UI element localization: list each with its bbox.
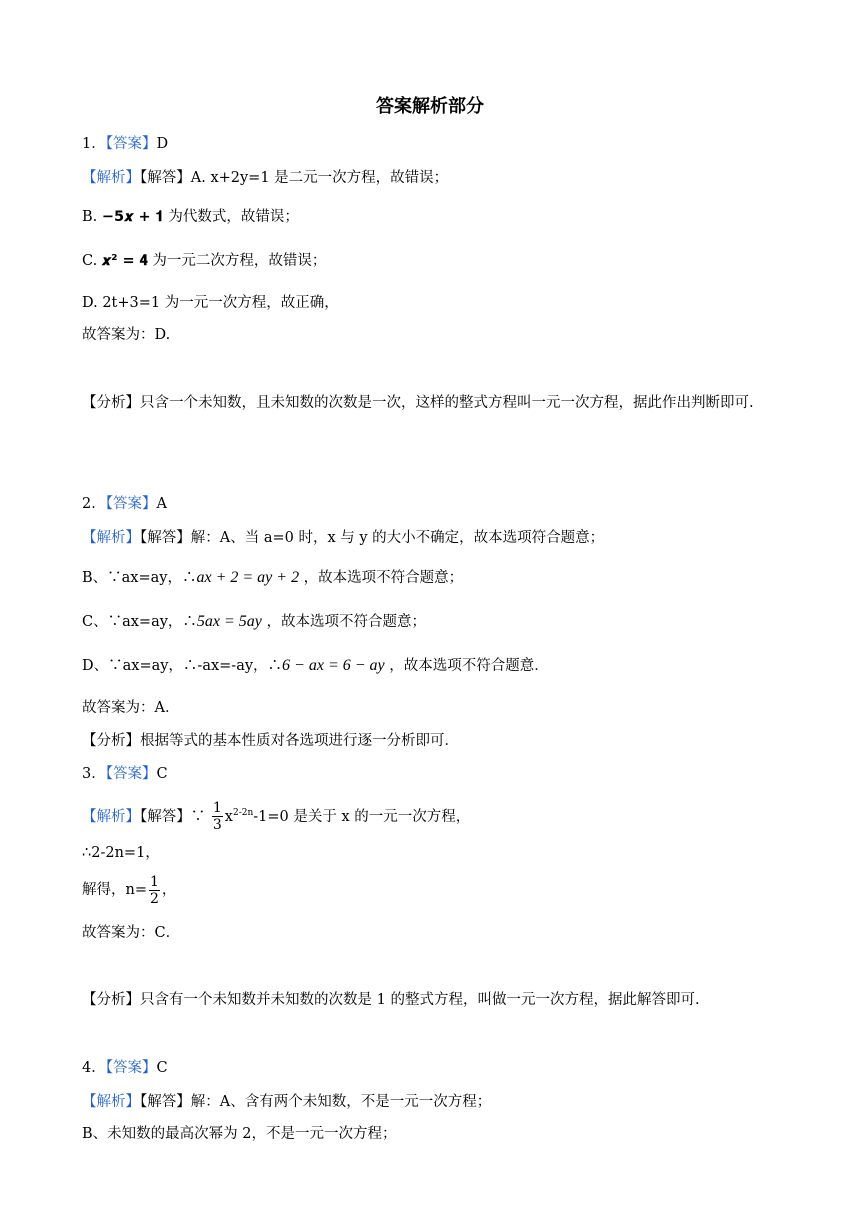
- analysis-tag: 【解析】: [82, 808, 140, 825]
- q2-option-a: [82, 528, 604, 548]
- q3-solution: [82, 796, 470, 834]
- q2-option-a-text: 解：A、当 a=0 时，x 与 y 的大小不确定，故本选项符合题意；: [190, 530, 605, 546]
- q2-option-c-math: 5ax = 5ay: [196, 613, 262, 630]
- q2-number: 2．: [82, 496, 106, 512]
- page-title: 答案解析部分: [376, 96, 484, 117]
- q3-step2: [82, 872, 176, 908]
- q1-option-a-text: A. x+2y=1 是二元一次方程，故错误；: [190, 170, 449, 186]
- q3-analysis-text: 只含有一个未知数并未知数的次数是 1 的整式方程，叫做一元一次方程，据此解答即可.: [140, 992, 700, 1008]
- fraction-one-half: [149, 874, 160, 907]
- q4-answer-line: [82, 1058, 168, 1078]
- answer-tag: 【答案】: [105, 1060, 157, 1076]
- q2-option-d-suffix: ，故本选项不符合题意．: [384, 658, 549, 674]
- analysis-tag: 【解析】: [82, 530, 140, 546]
- solution-tag: 【解答】: [140, 1094, 191, 1110]
- q1-option-d: D. 2t+3=1 为一元一次方程，故正确，: [82, 295, 339, 311]
- analysis-tag: 【解析】: [82, 1094, 140, 1110]
- answer-tag: 【答案】: [105, 496, 157, 512]
- q2-option-c-prefix: C、∵ax=ay，∴: [82, 614, 197, 630]
- q2-option-b: [82, 568, 463, 588]
- q1-option-b: [82, 207, 299, 227]
- fenxi-tag: 【分析】: [82, 733, 140, 749]
- q2-option-b-suffix: ，故本选项不符合题意；: [299, 570, 464, 586]
- q2-option-b-math: ax + 2 = ay + 2: [196, 569, 300, 586]
- q3-answer-line: [82, 764, 168, 784]
- q3-step1: ∴2-2n=1，: [82, 845, 160, 861]
- q1-analysis-text: 只含一个未知数，且未知数的次数是一次，这样的整式方程叫一元一次方程，据此作出判断即可.: [140, 395, 754, 411]
- solution-tag: 【解答】: [140, 170, 191, 186]
- q1-option-b-math: −5𝒙 + 𝟏: [101, 209, 164, 225]
- q1-option-a: [82, 168, 448, 188]
- fraction-one-third: [212, 800, 223, 833]
- q1-analysis: [82, 393, 754, 413]
- q2-conclusion: 故答案为：A．: [82, 700, 180, 716]
- fraction-denominator: 3: [212, 817, 222, 834]
- q1-option-c-prefix: C.: [82, 253, 102, 269]
- q1-option-c-math: 𝒙² = 𝟒: [101, 253, 148, 269]
- q4-option-a-text: 解：A、含有两个未知数，不是一元一次方程；: [190, 1094, 492, 1110]
- q2-analysis-text: 根据等式的基本性质对各选项进行逐一分析即可．: [140, 733, 459, 749]
- q1-answer: D: [156, 136, 169, 152]
- because-symbol: ∵: [190, 808, 206, 825]
- variable-x: x: [224, 808, 233, 825]
- q1-conclusion: 故答案为：D.: [82, 327, 171, 343]
- fenxi-tag: 【分析】: [82, 395, 140, 411]
- solution-tag: 【解答】: [140, 808, 191, 825]
- q2-answer-line: [82, 494, 167, 514]
- q2-option-d: [82, 656, 549, 676]
- q1-option-b-prefix: B.: [82, 209, 102, 225]
- answer-tag: 【答案】: [105, 136, 157, 152]
- q3-answer: C: [156, 766, 168, 782]
- q1-option-b-suffix: 为代数式，故错误；: [163, 209, 299, 225]
- q3-step2-suffix: ，: [161, 882, 177, 898]
- q1-option-c: [82, 251, 326, 271]
- q3-analysis: [82, 990, 700, 1010]
- exponent: 2-2n: [232, 808, 254, 818]
- fraction-numerator: 1: [150, 873, 159, 890]
- q2-option-d-math: 6 − ax = 6 − ay: [282, 657, 385, 674]
- q2-option-c-suffix: ，故本选项不符合题意；: [261, 614, 427, 630]
- q3-solution-suffix: -1=0 是关于 x 的一元一次方程，: [253, 808, 471, 825]
- q4-number: 4．: [82, 1060, 106, 1076]
- solution-tag: 【解答】: [140, 530, 191, 546]
- answer-tag: 【答案】: [105, 766, 157, 782]
- q3-number: 3．: [82, 766, 106, 782]
- q2-answer: A: [156, 496, 167, 512]
- q2-option-d-prefix: D、∵ax=ay，∴-ax=-ay，∴: [82, 658, 283, 674]
- fraction-denominator: 2: [150, 890, 159, 907]
- q2-option-b-prefix: B、∵ax=ay，∴: [82, 570, 197, 586]
- q4-answer: C: [156, 1060, 168, 1076]
- q4-option-b: B、未知数的最高次幂为 2，不是一元一次方程；: [82, 1126, 397, 1142]
- analysis-tag: 【解析】: [82, 170, 140, 186]
- q4-option-a: [82, 1092, 491, 1112]
- q3-conclusion: 故答案为：C．: [82, 925, 181, 941]
- fenxi-tag: 【分析】: [82, 992, 140, 1008]
- q3-step2-prefix: 解得，n=: [82, 882, 147, 898]
- q1-number: 1．: [82, 136, 106, 152]
- q2-analysis: [82, 731, 459, 751]
- fraction-numerator: 1: [212, 800, 222, 817]
- q1-answer-line: [82, 134, 168, 154]
- q2-option-c: [82, 612, 426, 632]
- q1-option-c-suffix: 为一元二次方程，故错误；: [147, 253, 327, 269]
